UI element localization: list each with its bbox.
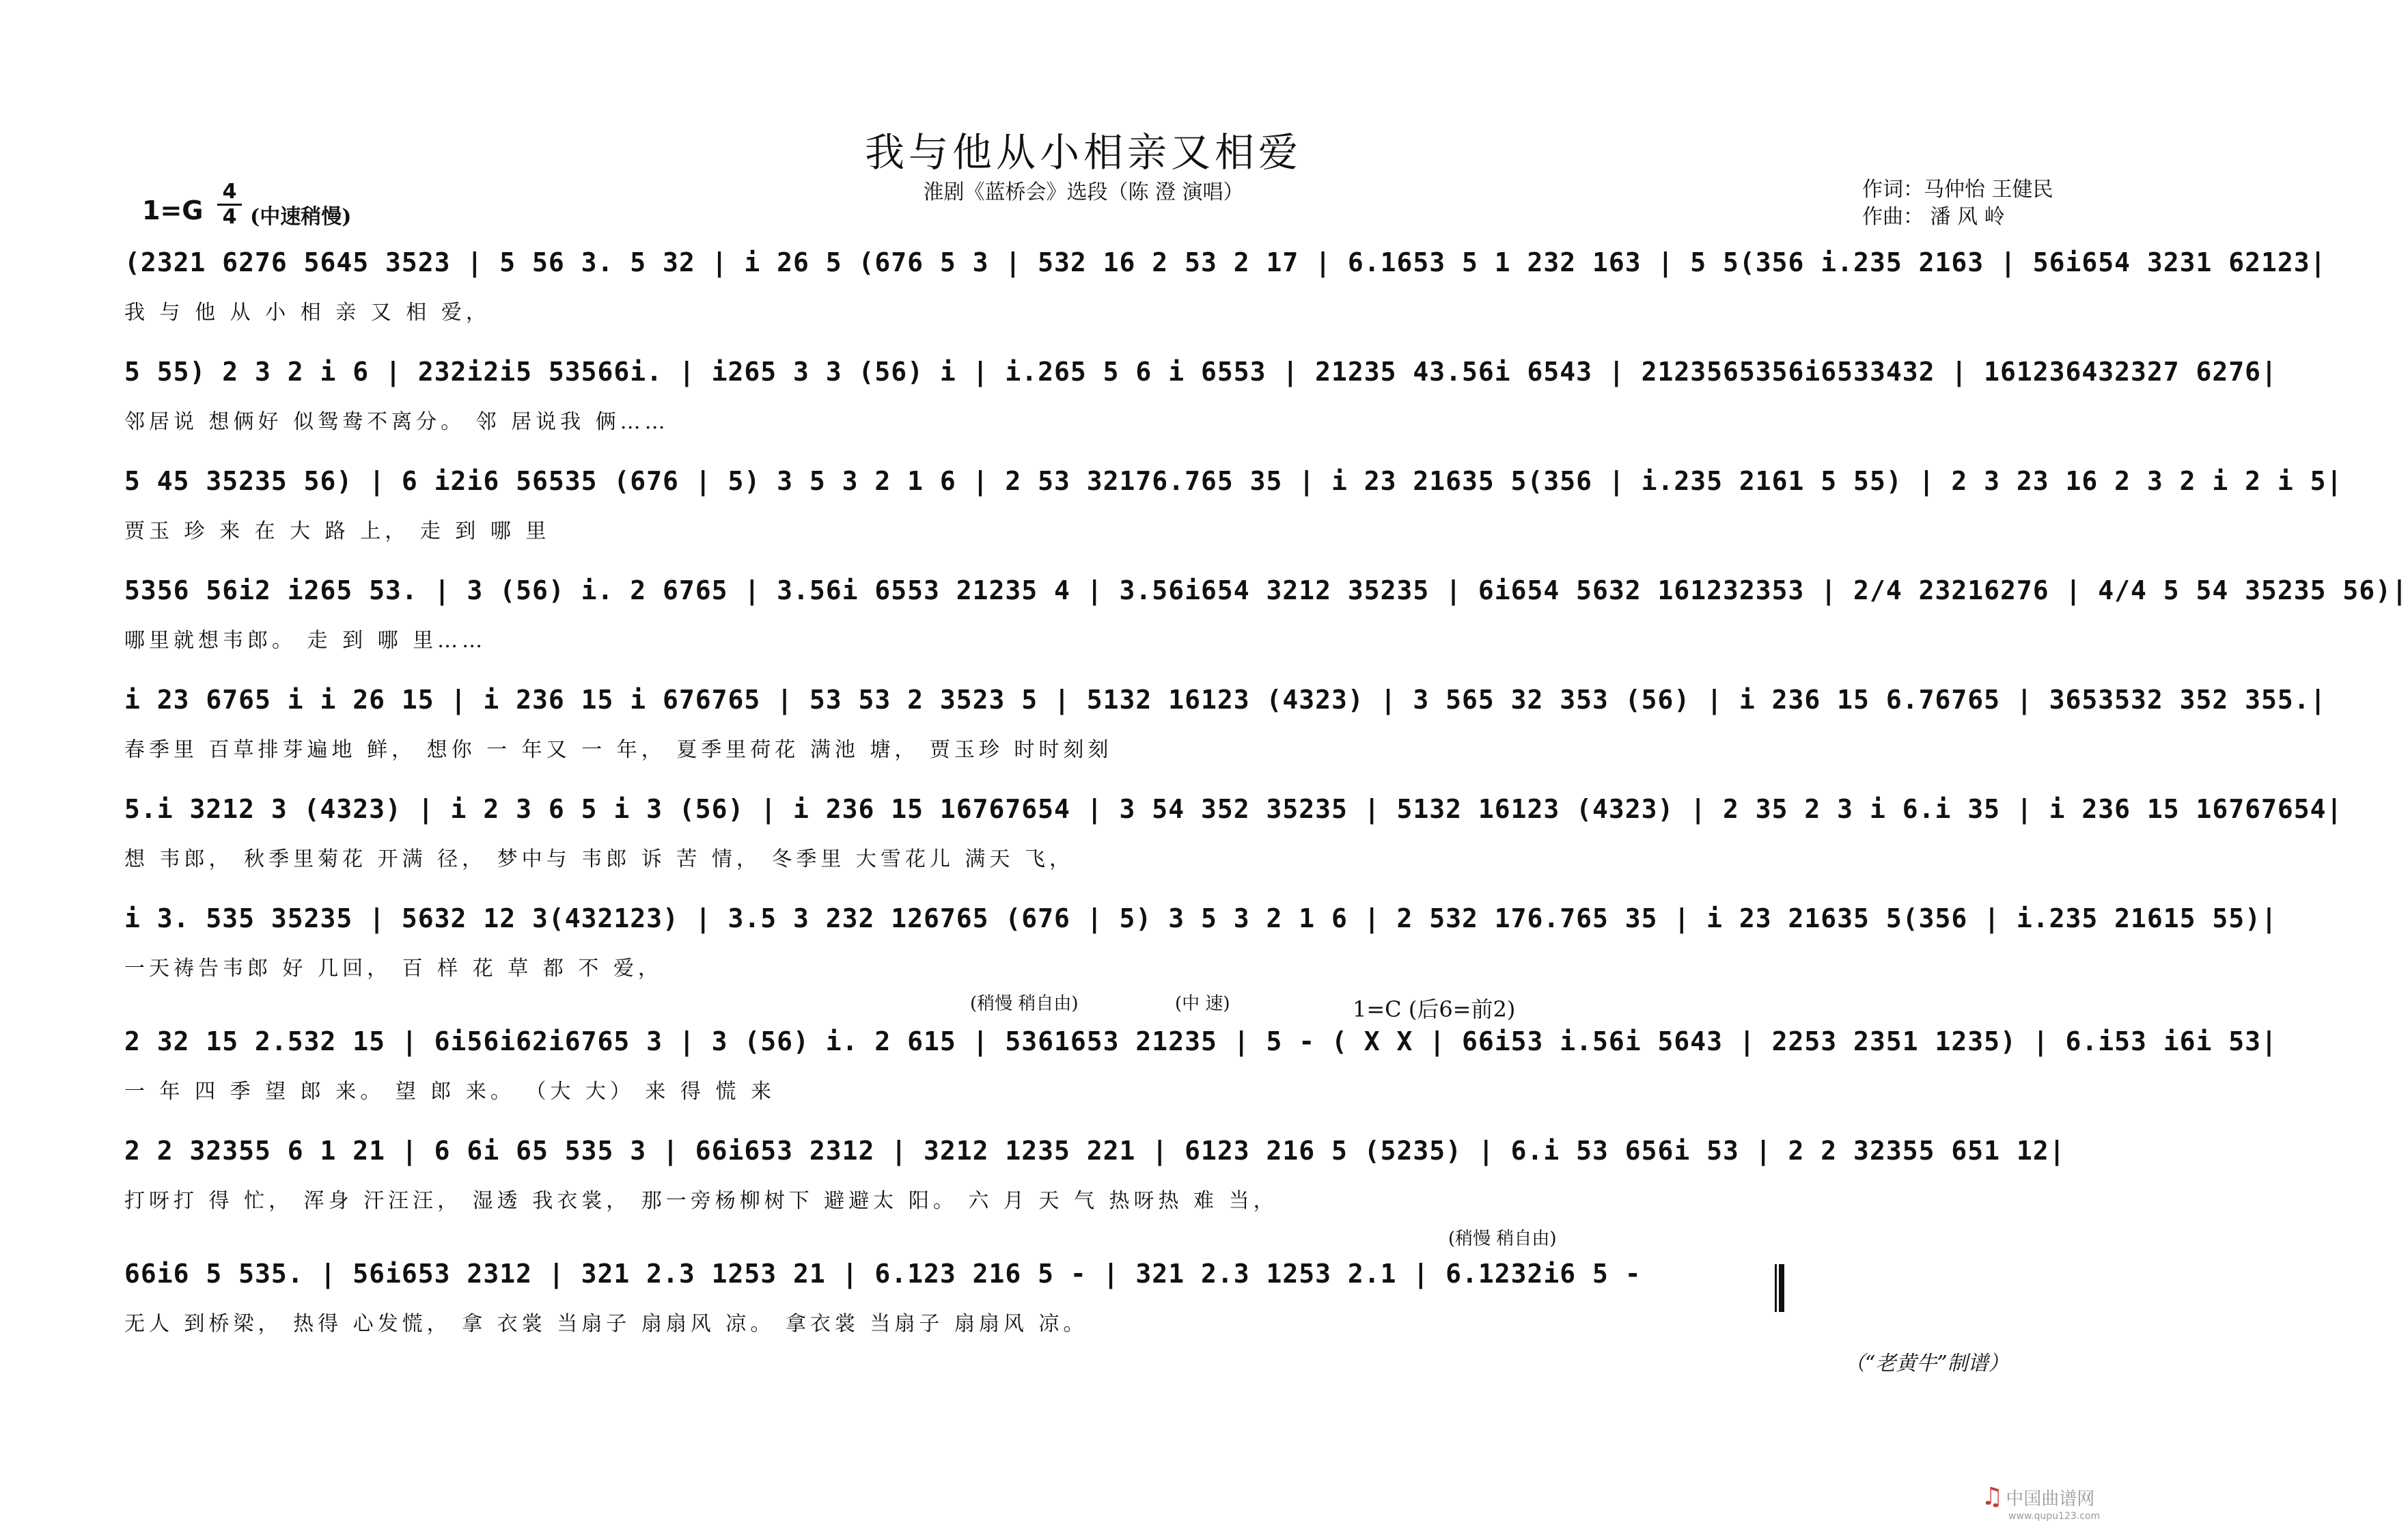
lyric-line-5: 春季里 百草排芽遍地 鲜， 想你 一 年又 一 年， 夏季里荷花 满池 塘， 贾玉珍 时时刻刻 xyxy=(124,738,1113,762)
music-note-logo-icon: ♫ xyxy=(1981,1483,2004,1511)
notation-line-9: 2 2 32355 6 1 21 | 6 6i 65 535 3 | 66i653 2312 | 3212 1235 221 | 6123 216 5 (5235) | 6.i 53 656i 53 | 2 2 32355 651 12| xyxy=(124,1136,2066,1166)
watermark-url: www.qupu123.com xyxy=(2008,1511,2101,1522)
notation-line-3: 5 45 35235 56) | 6 i2i6 56535 (676 | 5) 3 5 3 2 1 6 | 2 53 32176.765 35 | i 23 21635 5(356 | i.235 2161 5 55) | 2 3 23 16 2 3 2 i 2 i 5| xyxy=(124,466,2343,496)
notation-line-5: i 23 6765 i i 26 15 | i 236 15 i 676765 | 53 53 2 3523 5 | 5132 16123 (4323) | 3 565 32 353 (56) | i 236 15 6.76765 | 3653532 352 355.| xyxy=(124,685,2327,715)
lyric-line-6: 想 韦郎， 秋季里菊花 开满 径， 梦中与 韦郎 诉 苦 情， 冬季里 大雪花儿 满天 飞， xyxy=(124,847,1074,871)
time-signature-bottom: 4 xyxy=(222,205,237,229)
composer-credit: 作曲： 潘 风 岭 xyxy=(1862,205,2005,229)
tempo-marking: (中速稍慢) xyxy=(250,205,352,229)
lyric-line-1: 我 与 他 从 小 相 亲 又 相 爱， xyxy=(124,301,490,325)
tempo-slow-free-1: (稍慢 稍自由) xyxy=(970,994,1079,1014)
time-signature-top: 4 xyxy=(222,180,237,204)
tempo-medium: (中 速) xyxy=(1175,994,1230,1014)
final-double-barline xyxy=(1775,1264,1784,1312)
notation-line-8: 2 32 15 2.532 15 | 6i56i62i6765 3 | 3 (56) i. 2 615 | 5361653 21235 | 5 - ( X X | 66i53 i.56i 5643 | 2253 2351 1235) | 6.i53 i6i 53| xyxy=(124,1026,2278,1056)
key-signature: 1=G xyxy=(142,195,204,225)
lyric-line-7: 一天祷告韦郎 好 几回， 百 样 花 草 都 不 爱， xyxy=(124,957,663,981)
watermark-text: 中国曲谱网 xyxy=(2006,1489,2095,1509)
notation-line-4: 5356 56i2 i265 53. | 3 (56) i. 2 6765 | 3.56i 6553 21235 4 | 3.56i654 3212 35235 | 6i654 5632 161232353 | 2/4 23216276 | 4/4 5 54 35235 56)| xyxy=(124,575,2408,605)
lyric-line-2: 邻居说 想俩好 似鸳鸯不离分。 邻 居说我 俩…… xyxy=(124,410,669,434)
lyric-line-8: 一 年 四 季 望 郎 来。 望 郎 来。 （大 大） 来 得 慌 来 xyxy=(124,1080,776,1104)
lyric-line-4: 哪里就想韦郎。 走 到 哪 里…… xyxy=(124,629,487,653)
time-signature xyxy=(217,182,242,228)
tempo-slow-free-2: (稍慢 稍自由) xyxy=(1448,1229,1557,1249)
notation-line-10: 66i6 5 535. | 56i653 2312 | 321 2.3 1253 21 | 6.123 216 5 - | 321 2.3 1253 2.1 | 6.1232i6 5 - xyxy=(124,1259,1642,1289)
lyricist-credit: 作词：马仲怡 王健民 xyxy=(1862,178,2053,202)
notation-line-7: i 3. 535 35235 | 5632 12 3(432123) | 3.5 3 232 126765 (676 | 5) 3 5 3 2 1 6 | 2 532 176.765 35 | i 23 21635 5(356 | i.235 21615 55)| xyxy=(124,903,2278,933)
page-subtitle: 淮剧《蓝桥会》选段（陈 澄 演唱） xyxy=(923,180,1244,204)
site-watermark xyxy=(1981,1483,2100,1522)
page-title: 我与他从小相亲又相爱 xyxy=(864,129,1302,176)
lyric-line-3: 贾玉 珍 来 在 大 路 上， 走 到 哪 里 xyxy=(124,519,551,543)
notation-line-6: 5.i 3212 3 (4323) | i 2 3 6 5 i 3 (56) | i 236 15 16767654 | 3 54 352 35235 | 5132 16123 (4323) | 2 35 2 3 i 6.i 35 | i 236 15 16767654| xyxy=(124,794,2343,824)
score-maker-credit: （“老黄牛”制谱） xyxy=(1844,1352,2009,1376)
notation-line-2: 5 55) 2 3 2 i 6 | 232i2i5 53566i. | i265 3 3 (56) i | i.265 5 6 i 6553 | 21235 43.56i 6543 | 2123565356i6533432 | 161236432327 6276| xyxy=(124,357,2278,387)
lyric-line-9: 打呀打 得 忙， 浑身 汗汪汪， 湿透 我衣裳， 那一旁杨柳树下 避避太 阳。 六 月 天 气 热呀热 难 当， xyxy=(124,1189,1278,1213)
credits xyxy=(1862,176,2053,231)
key-change: 1=C (后6=前2) xyxy=(1353,996,1516,1022)
lyric-line-10: 无人 到桥梁， 热得 心发慌， 拿 衣裳 当扇子 扇扇风 凉。 拿衣裳 当扇子 扇扇风 凉。 xyxy=(124,1312,1088,1336)
notation-line-1: (2321 6276 5645 3523 | 5 56 3. 5 32 | i 26 5 (676 5 3 | 532 16 2 53 2 17 | 6.1653 5 1 232 163 | 5 5(356 i.235 2163 | 56i654 3231 62123| xyxy=(124,247,2327,277)
